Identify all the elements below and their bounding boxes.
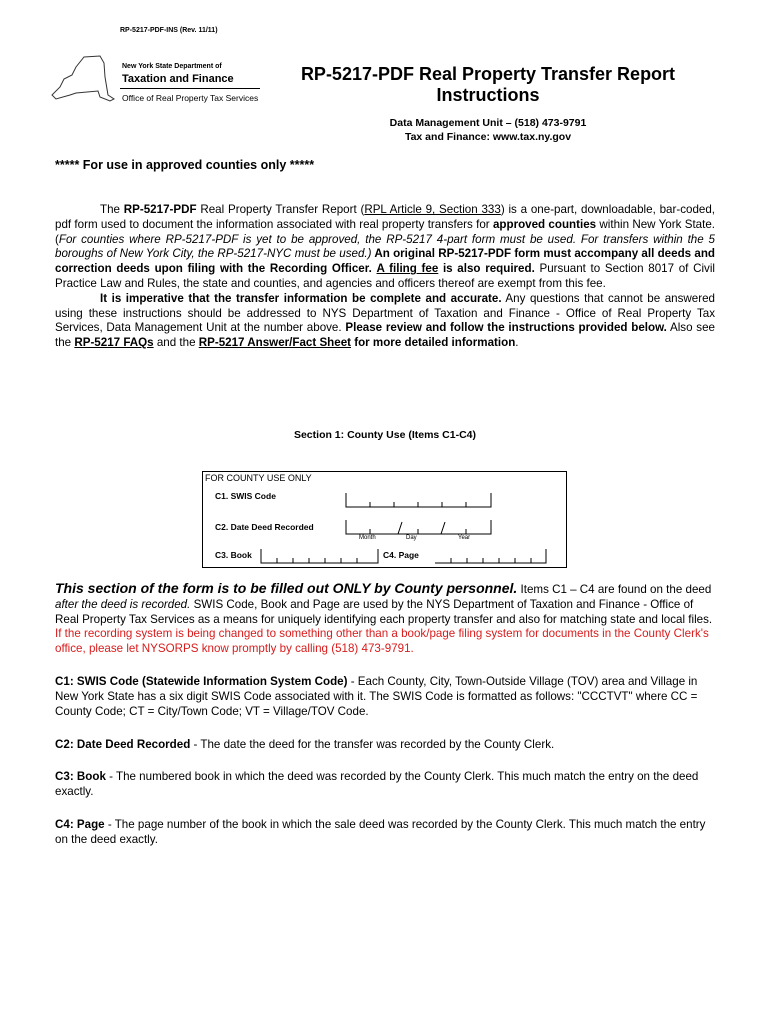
c2-description: C2: Date Deed Recorded - The date the deed for the transfer was recorded by the County Clerk. bbox=[55, 738, 555, 751]
year-label: Year bbox=[458, 535, 471, 541]
dept-line1: New York State Department of bbox=[122, 63, 222, 70]
c3-description: C3: Book - The numbered book in which the deed was recorded by the County Clerk. This much match the entry on the deed exactly. bbox=[55, 770, 699, 798]
page-title bbox=[280, 64, 696, 106]
intro-paragraph-1: The RP-5217-PDF Real Property Transfer Report (RPL Article 9, Section 333) is a one-part, downloadable, bar-coded, pdf form used to document the information associated with real property transfers for approved counties within New York State. (For counties where RP-5217-PDF is yet to be approved, the RP-5217 4-part form must be used. For transfers within the 5 boroughs of New York City, the RP-5217-NYC must be used.) An original RP-5217-PDF form must accompany all deeds and correction deeds upon filing with the Recording Officer. A filing fee is also required. Pursuant to Section 8017 of Civil Practice Law and Rules, the state and counties, and agencies and officers thereof are exempt from this fee. bbox=[55, 203, 716, 290]
contact-info bbox=[280, 117, 696, 144]
rp5217-factsheet-link[interactable]: RP-5217 Answer/Fact Sheet bbox=[198, 336, 352, 350]
c1-label: C1. SWIS Code bbox=[215, 491, 276, 501]
title-line2: Instructions bbox=[436, 85, 540, 105]
intro-paragraph-2: It is imperative that the transfer information be complete and accurate. Any questions that cannot be answered using these instructions should be addressed to NYS Department of Taxation and Finance - Office of Real Property Tax Services, Data Management Unit at the number above. Please review and follow the instructions provided below. Also see the RP-5217 FAQs and the RP-5217 Answer/Fact Sheet for more detailed information. bbox=[55, 291, 715, 350]
c1-description: C1: SWIS Code (Statewide Information System Code) - Each County, City, Town-Outside Village (TOV) area and Village in New York State has a six digit SWIS Code associated with it. The SWIS Code is formatted as follows: "CCCTVT" where CC = County Code; CT = City/Town Code; VT = Village/TOV Code. bbox=[55, 675, 698, 718]
c2-label: C2. Date Deed Recorded bbox=[215, 522, 314, 532]
c4-label: C4. Page bbox=[383, 550, 419, 560]
county-personnel-paragraph: This section of the form is to be filled out ONLY by County personnel. Items C1 – C4 are found on the deed after the deed is recorded. SWIS Code, Book and Page are used by the NYS Department of Taxation and Finance - Office of Real Property Tax Services as a means for uniquely identifying each property transfer and also for matching state and local files. If the recording system is being changed to something other than a book/page filing system for documents in the County Clerk's office, please let NYSORPS know promptly by calling (518) 473-9791. bbox=[55, 580, 713, 656]
contact-phone: Data Management Unit – (518) 473-9791 bbox=[389, 117, 587, 129]
month-label: Month bbox=[359, 535, 376, 541]
rp5217-faqs-link[interactable]: RP-5217 FAQs bbox=[74, 336, 154, 350]
dept-line2: Taxation and Finance bbox=[122, 73, 234, 85]
c4-description: C4: Page - The page number of the book in which the sale deed was recorded by the County Clerk. This much match the entry on the deed exactly. bbox=[55, 818, 706, 846]
intro-text bbox=[55, 203, 715, 351]
new-york-state-map-icon bbox=[50, 55, 116, 111]
day-label: Day bbox=[406, 535, 417, 541]
rpl-article-link[interactable]: RPL Article 9, Section 333 bbox=[364, 203, 501, 216]
filing-fee-link[interactable]: A filing fee bbox=[376, 262, 439, 276]
form-number: RP-5217-PDF-INS (Rev. 11/11) bbox=[120, 27, 218, 34]
approved-counties-notice: ***** For use in approved counties only ***** bbox=[55, 158, 315, 172]
recording-system-warning: If the recording system is being changed to something other than a book/page filing system for documents in the County Clerk's office, please let NYSORPS know promptly by calling (518) 473-9791. bbox=[55, 627, 709, 656]
county-use-form-sample bbox=[202, 471, 567, 568]
office-name: Office of Real Property Tax Services bbox=[122, 93, 259, 103]
title-line1: RP-5217-PDF Real Property Transfer Report bbox=[300, 64, 676, 84]
county-use-box-title: FOR COUNTY USE ONLY bbox=[205, 473, 312, 483]
nys-logo bbox=[50, 55, 265, 115]
logo-divider bbox=[120, 88, 260, 89]
contact-web: Tax and Finance: www.tax.ny.gov bbox=[404, 130, 572, 143]
section1-heading: Section 1: County Use (Items C1-C4) bbox=[293, 429, 477, 441]
c3-label: C3. Book bbox=[215, 550, 252, 560]
